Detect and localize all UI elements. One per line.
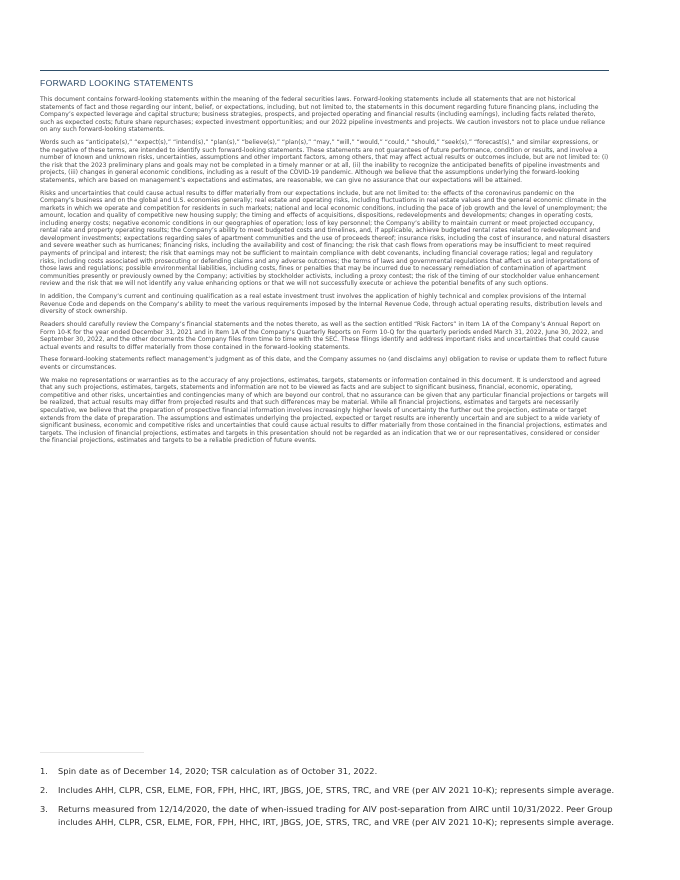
footnote-divider bbox=[40, 752, 144, 753]
paragraph: We make no representations or warranties as to the accuracy of any projections, estimates, targets, statements or information contained in this document. It is understood and agreed that any such projections, estimates, targets, statements and information are not to be viewed as facts and are subject to significant business, financial, economic, operating, competitive and other risks, uncertainties and contingencies many of which are beyond our control, that no assurance can be given that any particular financial projections or targets will be realized, that actual results may differ from projected results and that such differences may be material. While all financial projections, estimates and targets are necessarily speculative, we believe that the preparation of prospective financial information involves increasingly higher levels of uncertainty the further out the projection, estimate or target extends from the date of preparation. The assumptions and estimates underlying the projected, expected or target results are inherently uncertain and are subject to a wide variety of significant business, economic and competitive risks and uncertainties that could cause actual results to differ materially from those contained in the financial projections, estimates and targets. The inclusion of financial projections, estimates and targets in this presentation should not be regarded as an indication that we or our representatives, considered or consider the financial projections, estimates and targets to be a reliable prediction of future events. bbox=[40, 376, 609, 445]
footnote-number: 3. bbox=[40, 804, 48, 814]
paragraph: Words such as “anticipate(s),” “expect(s),” “intend(s),” “plan(s),” “believe(s),” “plan(s),” “may,” “will,” “would,” “could,” “should,” “seek(s),” “forecast(s),” and similar expressions, or the negative of these terms, are intended to identify such forward-looking statements. These statements are not guarantees of future performance, condition or results, and involve a number of known and unknown risks, uncertainties, assumptions and other important factors, among others, that may affect actual results or outcomes include, but are not limited to: (i) the risk that the 2023 preliminary plans and goals may not be completed in a timely manner or at all, (ii) the inability to recognize the anticipated benefits of pipeline investments and projects, (iii) changes in general economic conditions, including as a result of the COVID-19 pandemic. Although we believe that the assumptions underlying the forward-looking statements, which are based on management’s expectations and estimates, are reasonable, we can give no assurance that our expectations will be attained. bbox=[40, 139, 609, 184]
top-divider bbox=[40, 70, 609, 71]
footnote-text: Spin date as of December 14, 2020; TSR calculation as of October 31, 2022. bbox=[58, 766, 378, 776]
section-title: FORWARD LOOKING STATEMENTS bbox=[40, 78, 194, 88]
paragraph: In addition, the Company’s current and continuing qualification as a real estate investment trust involves the application of highly technical and complex provisions of the Internal Revenue Code and depends on the Company’s ability to meet the various requirements imposed by the Internal Revenue Code, through actual operating results, distribution levels and diversity of stock ownership. bbox=[40, 293, 603, 316]
paragraph: Readers should carefully review the Company’s financial statements and the notes thereto, as well as the section entitled “Risk Factors” in Item 1A of the Company’s Annual Report on Form 10-K for the year ended December 31, 2021 and in Item 1A of the Company’s Quarterly Reports on Form 10-Q for the quarterly periods ended March 31, 2022, June 30, 2022, and September 30, 2022, and the other documents the Company files from time to time with the SEC. These filings identify and address important risks and uncertainties that could cause actual events and results to differ materially from those contained in the forward-looking statements. bbox=[40, 320, 603, 351]
footnote-item bbox=[40, 784, 628, 797]
paragraph: These forward-looking statements reflect management’s judgment as of this date, and the Company assumes no (and disclaims any) obligation to revise or update them to reflect future events or circumstances. bbox=[40, 356, 608, 371]
footnote-number: 2. bbox=[40, 785, 48, 795]
footnote-item bbox=[40, 765, 628, 778]
footnote-item bbox=[40, 803, 628, 829]
forward-looking-body bbox=[40, 96, 610, 450]
footnote-number: 1. bbox=[40, 766, 48, 776]
paragraph: Risks and uncertainties that could cause actual results to differ materially from our expectations include, but are not limited to: the effects of the coronavirus pandemic on the Company’s business and on the global and U.S. economies generally; real estate and operating risks, including fluctuations in real estate values and the general economic climate in the markets in which we operate and competition for residents in such markets; national and local economic conditions, including the pace of job growth and the level of unemployment; the amount, location and quality of competitive new housing supply; the timing and effects of acquisitions, dispositions, redevelopments and developments; changes in operating costs, including energy costs; negative economic conditions in our geographies of operation; loss of key personnel; the Company’s ability to maintain current or meet projected occupancy, rental rate and property operating results; the Company’s ability to meet budgeted costs and timelines, and, if applicable, achieve budgeted rental rates related to redevelopment and development investments; expectations regarding sales of apartment communities and the use of proceeds thereof; insurance risks, including the cost of insurance, and natural disasters and severe weather such as hurricanes; financing risks, including the availability and cost of financing; the risk that cash flows from operations may be insufficient to meet required payments of principal and interest; the risk that earnings may not be sufficient to maintain compliance with debt covenants, including financial coverage ratios; legal and regulatory risks, including costs associated with prosecuting or defending claims and any adverse outcomes; the terms of laws and governmental regulations that affect us and interpretations of those laws and regulations; possible environmental liabilities, including costs, fines or penalties that may be incurred due to necessary remediation of contamination of apartment communities presently or previously owned by the Company; activities by stockholder activists, including a proxy contest; the risk of the timing of our stockholder value enhancement review and the risk that we will not identify any value enhancing options or that we will not successfully execute or achieve the potential benefits of any such options. bbox=[40, 189, 610, 288]
footnotes bbox=[40, 765, 628, 835]
paragraph: This document contains forward-looking statements within the meaning of the federal securities laws. Forward-looking statements include all statements that are not historical statements of fact and those regarding our intent, belief, or expectations, including, but not limited to, the statements in this document regarding future financing plans, including the Company’s expected leverage and capital structure; business strategies, prospects, and projected operating and financial results (including earnings), including facts related thereto, such as expected costs; future share repurchases; expected investment opportunities; and our 2022 pipeline investments and projects. We caution investors not to place undue reliance on any such forward-looking statements. bbox=[40, 96, 606, 134]
footnote-text: Returns measured from 12/14/2020, the date of when-issued trading for AIV post-separation from AIRC until 10/31/2022. Peer Group includes AHH, CLPR, CSR, ELME, FOR, FPH, HHC, IRT, JBGS, JOE, STRS, TRC, and VRE (per AIV 2021 10-K); represents simple average. bbox=[58, 804, 615, 827]
footnote-text: Includes AHH, CLPR, CSR, ELME, FOR, FPH, HHC, IRT, JBGS, JOE, STRS, TRC, and VRE (per AIV 2021 10-K); represents simple average. bbox=[58, 785, 615, 795]
